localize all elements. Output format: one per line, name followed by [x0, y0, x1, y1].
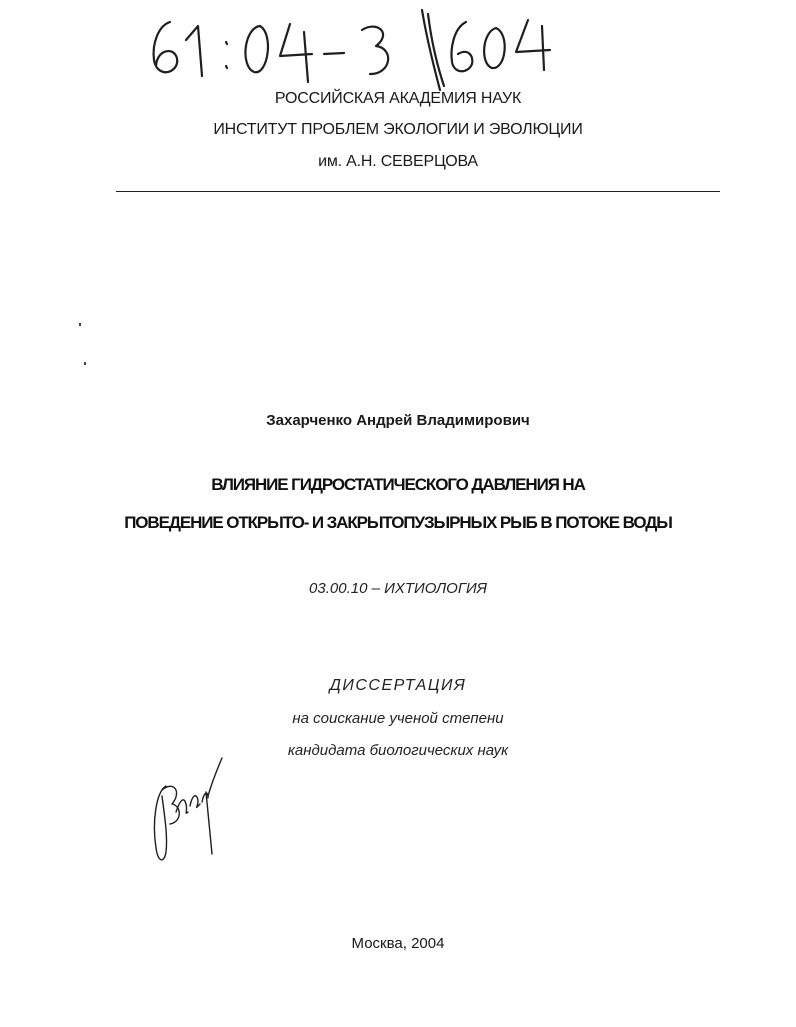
institute-named-after: им. А.Н. СЕВЕРЦОВА	[318, 153, 478, 170]
thesis-title-line-1: ВЛИЯНИЕ ГИДРОСТАТИЧЕСКОГО ДАВЛЕНИЯ НА	[211, 475, 585, 494]
header-divider	[116, 191, 720, 192]
city-and-year: Москва, 2004	[351, 935, 445, 952]
dissertation-purpose: на соискание ученой степени	[292, 710, 504, 727]
handwritten-signature	[146, 752, 232, 868]
institute-name: ИНСТИТУТ ПРОБЛЕМ ЭКОЛОГИИ И ЭВОЛЮЦИИ	[213, 121, 583, 138]
dissertation-degree: кандидата биологических наук	[287, 742, 509, 759]
dissertation-type: ДИССЕРТАЦИЯ	[329, 677, 467, 694]
specialty-code: 03.00.10 – ИХТИОЛОГИЯ	[309, 580, 487, 597]
scan-speck	[84, 362, 86, 365]
author-name: Захарченко Андрей Владимирович	[266, 412, 530, 429]
handwritten-catalog-code	[140, 4, 570, 94]
scan-speck	[79, 323, 81, 326]
academy-name: РОССИЙСКАЯ АКАДЕМИЯ НАУК	[274, 90, 522, 107]
thesis-title-line-2: ПОВЕДЕНИЕ ОТКРЫТО- И ЗАКРЫТОПУЗЫРНЫХ РЫБ В ПОТОКЕ ВОДЫ	[124, 513, 672, 532]
